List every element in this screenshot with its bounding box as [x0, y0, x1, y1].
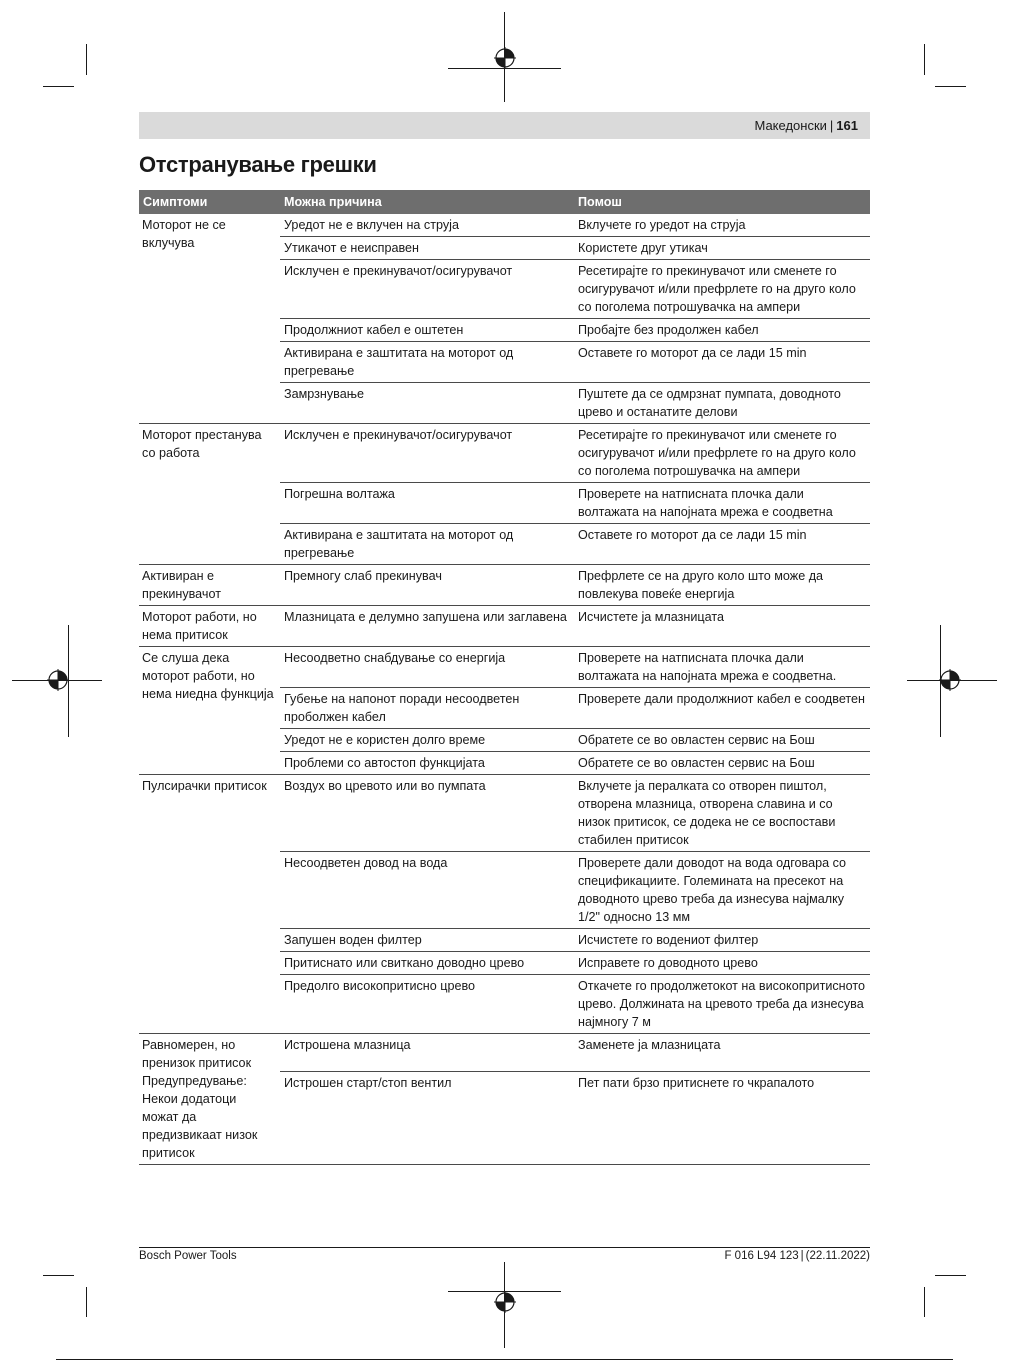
- table-row: [139, 1034, 870, 1072]
- cause-cell: Замрзнување: [280, 383, 574, 424]
- footer-date: (22.11.2022): [805, 1250, 870, 1262]
- header-language: Македонски: [754, 118, 827, 133]
- table-row: [139, 647, 870, 688]
- cause-cell: Активирана е заштитата на моторот од прегревање: [280, 342, 574, 383]
- table-row: [139, 606, 870, 647]
- remedy-cell: Вклучете ја пералката со отворен пиштол, отворена млазница, отворена славина и со низок притисок, се додека не се воспостави стабилен притисок: [574, 775, 870, 852]
- remedy-cell: Проверете на натписната плочка дали волтажата на напојната мрежа е соодветна: [574, 483, 870, 524]
- table-row: [139, 565, 870, 606]
- symptom-cell: Активиран е прекинувачот: [139, 565, 280, 606]
- bottom-trim-line: [56, 1359, 953, 1360]
- crop-mark: [924, 1287, 925, 1317]
- remedy-cell: Исправете го доводното црево: [574, 952, 870, 975]
- crop-mark: [935, 1275, 966, 1276]
- cause-cell: Исклучен е прекинувачот/осигурувачот: [280, 260, 574, 319]
- crop-mark: [43, 86, 74, 87]
- crop-mark: [43, 1275, 74, 1276]
- header-separator: |: [829, 118, 834, 133]
- remedy-cell: Проверете дали продолжниот кабел е соодветен: [574, 688, 870, 729]
- remedy-cell: Пуштете да се одмрзнат пумпата, доводното црево и останатите делови: [574, 383, 870, 424]
- cause-cell: Исклучен е прекинувачот/осигурувачот: [280, 424, 574, 483]
- crop-mark: [924, 44, 925, 75]
- remedy-cell: Ресетирајте го прекинувачот или сменете го осигурувачот и/или префрлете го на друго коло со поголема потрошувачка на ампери: [574, 424, 870, 483]
- cause-cell: Воздух во цревото или во пумпата: [280, 775, 574, 852]
- remedy-cell: Оставете го моторот да се лади 15 min: [574, 342, 870, 383]
- footer-brand: Bosch Power Tools: [139, 1250, 237, 1262]
- cause-cell: Проблеми со автостоп функцијата: [280, 752, 574, 775]
- remedy-cell: Откачете го продолжетокот на високопритисното црево. Должината на цревото треба да изнесува најмногу 7 м: [574, 975, 870, 1034]
- footer-doc-code: F 016 L94 123: [724, 1250, 799, 1262]
- table-row: [139, 214, 870, 237]
- cause-cell: Премногу слаб прекинувач: [280, 565, 574, 606]
- remedy-cell: Пет пати брзо притиснете го чкрапалото: [574, 1072, 870, 1165]
- cause-cell: Истрошен старт/стоп вентил: [280, 1072, 574, 1165]
- column-header-cause: Можна причина: [280, 190, 574, 214]
- remedy-cell: Исчистете ја млазницата: [574, 606, 870, 647]
- footer-doc-info: [724, 1250, 870, 1262]
- remedy-cell: Користете друг утикач: [574, 237, 870, 260]
- remedy-cell: Обратете се во овластен сервис на Бош: [574, 729, 870, 752]
- cause-cell: Продолжниот кабел е оштетен: [280, 319, 574, 342]
- page-number: 161: [836, 118, 858, 133]
- registration-target-icon: [494, 47, 516, 69]
- cause-cell: Уредот не е вклучен на струја: [280, 214, 574, 237]
- symptom-cell: Моторот престанува со работа: [139, 424, 280, 565]
- footer-rule: [139, 1247, 870, 1248]
- registration-target-icon: [47, 669, 69, 691]
- crop-mark: [86, 44, 87, 75]
- cause-cell: Губење на напонот поради несоодветен проболжен кабел: [280, 688, 574, 729]
- remedy-cell: Заменете ја млазницата: [574, 1034, 870, 1072]
- symptom-cell: Се слуша дека моторот работи, но нема ниедна функција: [139, 647, 280, 775]
- remedy-cell: Исчистете го водениот филтер: [574, 929, 870, 952]
- registration-target-icon: [939, 669, 961, 691]
- footer-separator: |: [800, 1250, 804, 1262]
- remedy-cell: Префрлете се на друго коло што може да повлекува повеќе енергија: [574, 565, 870, 606]
- troubleshooting-table: [139, 190, 870, 1165]
- cause-cell: Несоодветен довод на вода: [280, 852, 574, 929]
- remedy-cell: Проверете на натписната плочка дали волтажата на напојната мрежа е соодветна.: [574, 647, 870, 688]
- column-header-symptoms: Симптоми: [139, 190, 280, 214]
- crop-mark: [86, 1287, 87, 1317]
- cause-cell: Погрешна волтажа: [280, 483, 574, 524]
- remedy-cell: Ресетирајте го прекинувачот или сменете го осигурувачот и/или префрлете го на друго коло со поголема потрошувачка на ампери: [574, 260, 870, 319]
- column-header-remedy: Помош: [574, 190, 870, 214]
- cause-cell: Активирана е заштитата на моторот од прегревање: [280, 524, 574, 565]
- section-title: Отстранување грешки: [139, 152, 377, 177]
- remedy-cell: Обратете се во овластен сервис на Бош: [574, 752, 870, 775]
- remedy-cell: Вклучете го уредот на струја: [574, 214, 870, 237]
- symptom-cell: Моторот работи, но нема притисок: [139, 606, 280, 647]
- table-row: [139, 775, 870, 852]
- cause-cell: Несоодветно снабдување со енергија: [280, 647, 574, 688]
- cause-cell: Уредот не е користен долго време: [280, 729, 574, 752]
- registration-target-icon: [494, 1291, 516, 1313]
- table-header-row: [139, 190, 870, 214]
- page-header: [139, 112, 870, 139]
- cause-cell: Утикачот е неисправен: [280, 237, 574, 260]
- cause-cell: Предолго високопритисно црево: [280, 975, 574, 1034]
- symptom-cell: Пулсирачки притисок: [139, 775, 280, 1034]
- cause-cell: Притиснато или свиткано доводно црево: [280, 952, 574, 975]
- symptom-cell: Моторот не се вклучува: [139, 214, 280, 424]
- cause-cell: Млазницата е делумно запушена или заглавена: [280, 606, 574, 647]
- remedy-cell: Оставете го моторот да се лади 15 min: [574, 524, 870, 565]
- remedy-cell: Пробајте без продолжен кабел: [574, 319, 870, 342]
- remedy-cell: Проверете дали доводот на вода одговара со спецификациите. Големината на пресекот на доводното црево треба да изнесува најмалку 1/2" односно 13 мм: [574, 852, 870, 929]
- symptom-cell: Равномерен, но пренизок притисок Предупредување: Некои додатоци можат да предизвикаат низок притисок: [139, 1034, 280, 1165]
- table-row: [139, 424, 870, 483]
- cause-cell: Запушен воден филтер: [280, 929, 574, 952]
- cause-cell: Истрошена млазница: [280, 1034, 574, 1072]
- crop-mark: [935, 86, 966, 87]
- page-header-text: [754, 118, 858, 133]
